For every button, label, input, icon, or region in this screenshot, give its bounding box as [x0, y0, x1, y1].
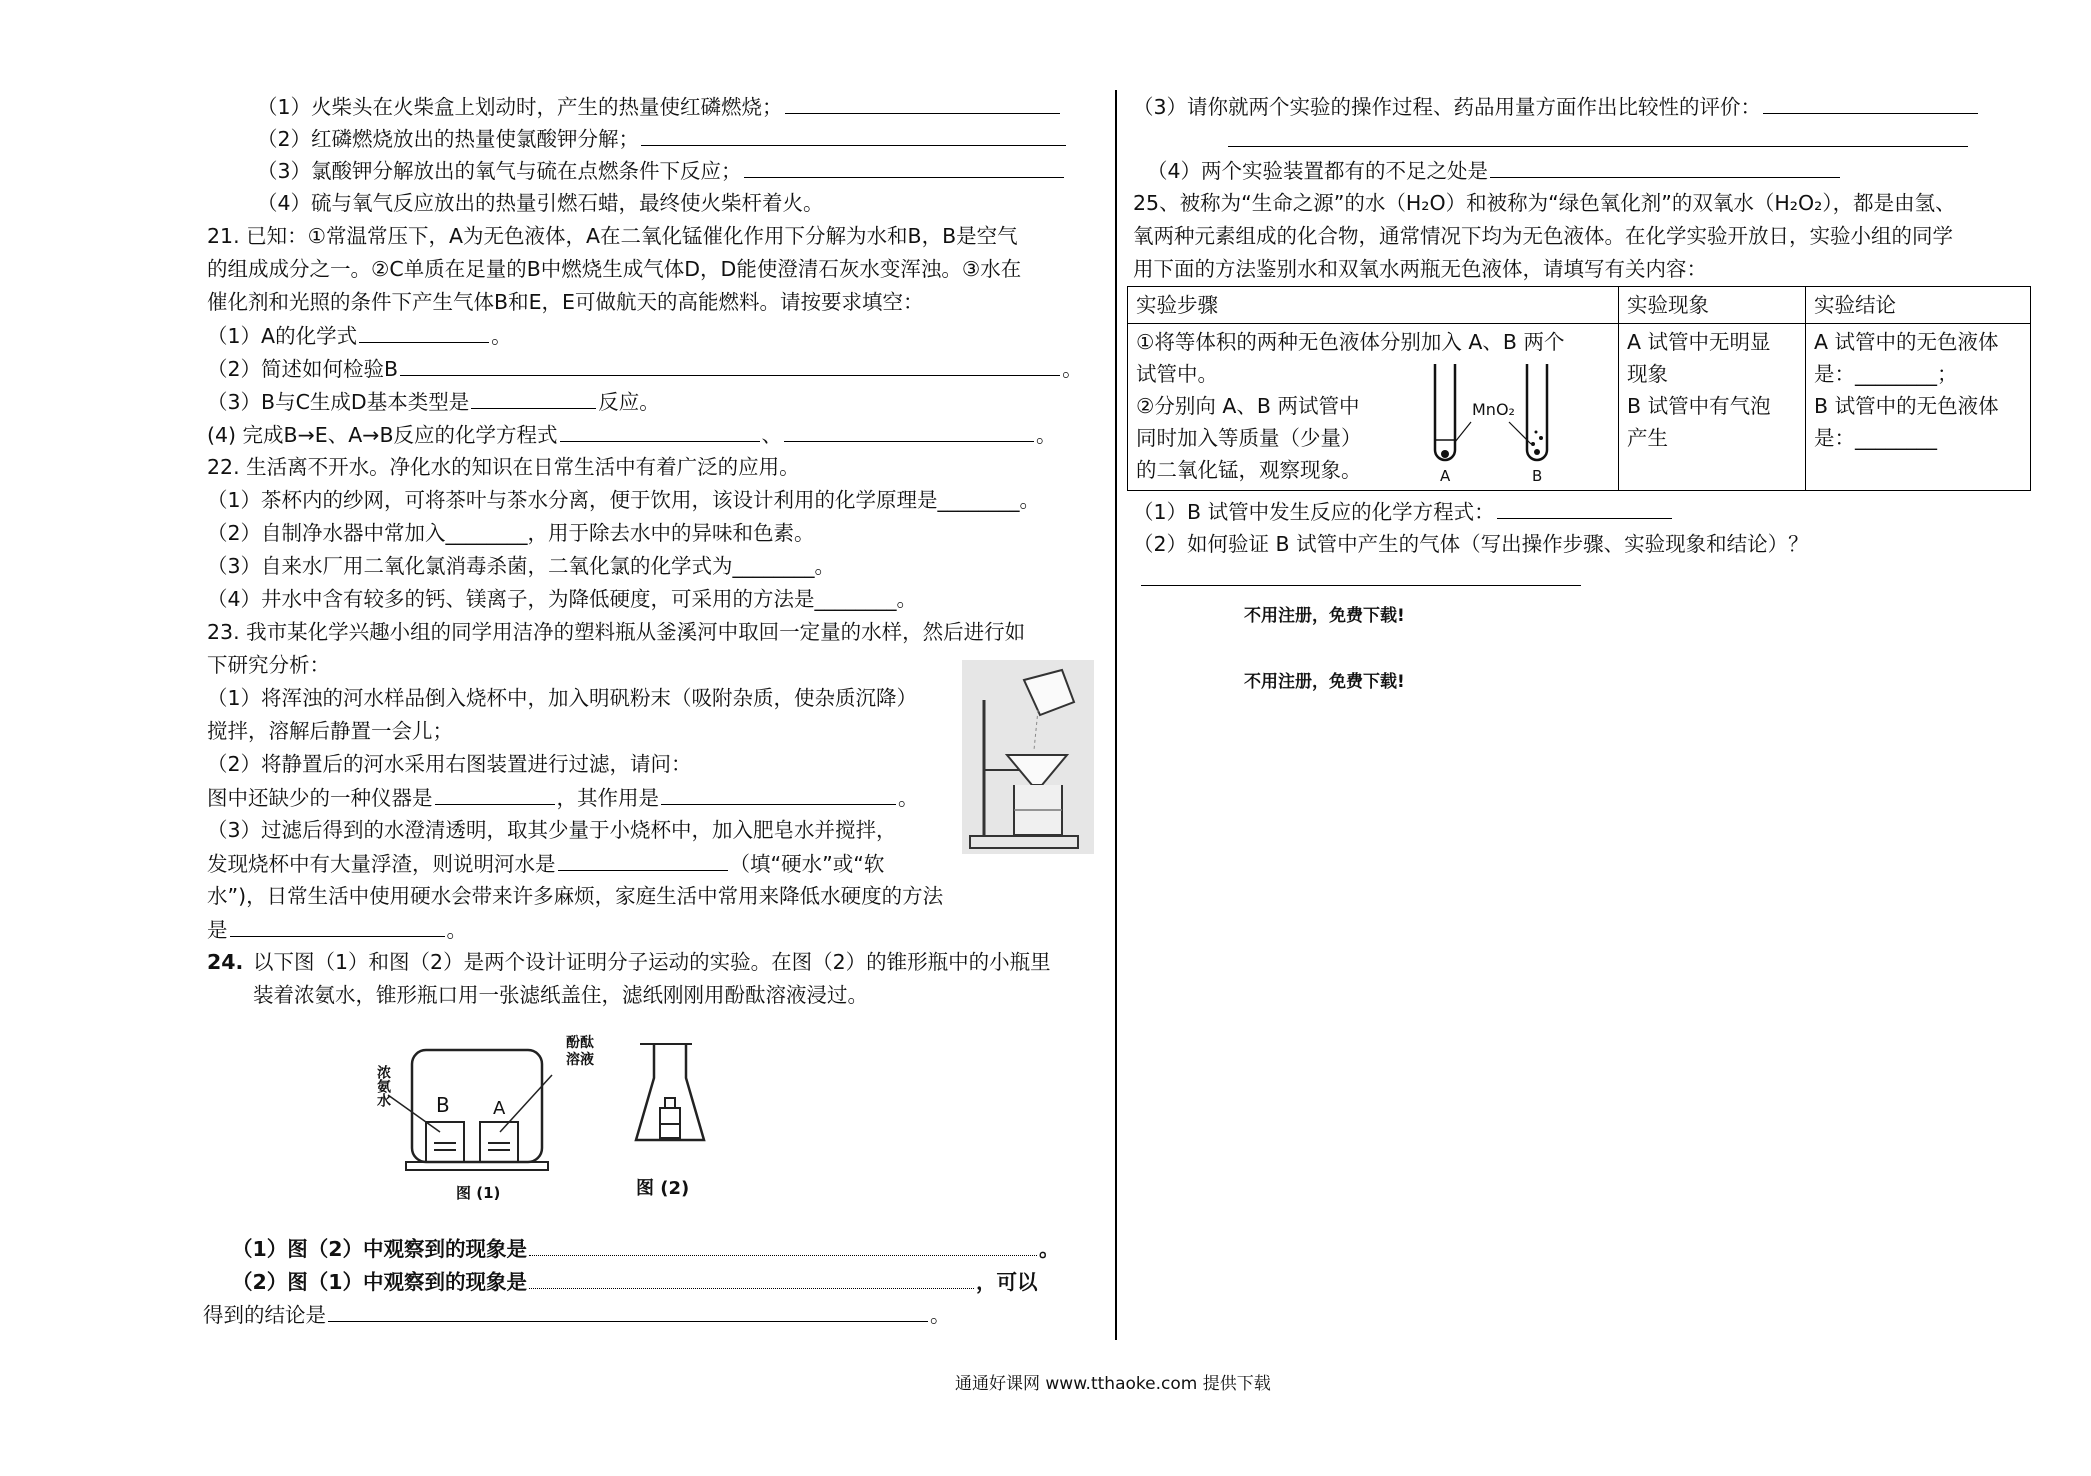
cell-conclusions	[1806, 324, 2031, 491]
q22-part-4: （4）井水中含有较多的钙、镁离子，为降低硬度，可采用的方法是________。	[207, 587, 918, 611]
step-line-2: 试管中。	[1136, 362, 1218, 386]
mno2-label: MnO₂	[1472, 400, 1515, 419]
download-note-1: 不用注册，免费下载!	[1244, 606, 1405, 626]
header-conclusions: 实验结论	[1806, 287, 2031, 324]
q24-stem-2: 装着浓氨水，锥形瓶口用一张滤纸盖住，滤纸刚刚用酚酞溶液浸过。	[253, 983, 868, 1007]
step-line-5: 的二氧化锰，观察现象。	[1136, 458, 1362, 482]
table-header-row	[1128, 287, 2031, 324]
fig1-left-label: 浓氨水	[375, 1065, 391, 1107]
fig1-beaker-a-label: A	[493, 1098, 506, 1119]
q24-part-1: （1）图（2）中观察到的现象是 。	[232, 1237, 1060, 1261]
q23-part-2b: 图中还缺少的一种仪器是 ，其作用是 。	[207, 786, 919, 810]
q25-stem-3: 用下面的方法鉴别水和双氧水两瓶无色液体，请填写有关内容：	[1133, 257, 1707, 281]
q23-stem-2: 下研究分析：	[207, 653, 330, 677]
q24-figure-1	[370, 1040, 550, 1185]
q21-part-2: （2）简述如何检验B 。	[207, 357, 1083, 381]
phenomenon-line-4: 产生	[1627, 426, 1668, 450]
q23-stem-1: 23. 我市某化学兴趣小组的同学用洁净的塑料瓶从釜溪河中取回一定量的水样，然后进行如	[207, 620, 1026, 644]
q24-stem-1: 以下图（1）和图（2）是两个设计证明分子运动的实验。在图（2）的锥形瓶中的小瓶里	[253, 950, 1051, 974]
q22-part-1: （1）茶杯内的纱网，可将茶叶与茶水分离，便于饮用，该设计利用的化学原理是________。	[207, 488, 1041, 512]
fig1-beaker-b-label: B	[436, 1093, 450, 1117]
q23-part-3d: 是 。	[207, 918, 467, 942]
q25-part-2-answer-line	[1141, 585, 1581, 586]
q21-stem-3: 催化剂和光照的条件下产生气体B和E，E可做航天的高能燃料。请按要求填空：	[207, 290, 924, 314]
q25-stem-2: 氧两种元素组成的化合物，通常情况下均为无色液体。在化学实验开放日，实验小组的同学	[1133, 224, 1953, 248]
q21-part-3: （3）B与C生成D基本类型是 反应。	[207, 390, 660, 414]
q24-part-3: 得到的结论是 。	[203, 1303, 951, 1327]
q24-part-2: （2）图（1）中观察到的现象是 ，可以	[232, 1270, 1038, 1294]
q20-item-3: （3）氯酸钾分解放出的氧气与硫在点燃条件下反应；	[257, 157, 1066, 184]
q22-stem: 22. 生活离不开水。净化水的知识在日常生活中有着广泛的应用。	[207, 455, 800, 479]
phenomenon-line-1: A 试管中无明显	[1627, 330, 1771, 354]
table-row	[1128, 324, 2031, 491]
q22-part-2: （2）自制净水器中常加入________，用于除去水中的异味和色素。	[207, 521, 815, 545]
step-line-3: ②分别向 A、B 两试管中	[1136, 394, 1360, 418]
step-line-4: 同时加入等质量（少量）	[1136, 426, 1362, 450]
q24-number: 24.	[207, 950, 244, 974]
tube-a-label: A	[1440, 467, 1451, 485]
fig2-caption: 图 (2)	[636, 1178, 690, 1199]
q23-part-3c: 水”)，日常生活中使用硬水会带来许多麻烦，家庭生活中常用来降低水硬度的方法	[207, 884, 944, 908]
phenomenon-line-2: 现象	[1627, 362, 1668, 386]
q21-part-4: (4) 完成B→E、A→B反应的化学方程式 、 。	[207, 423, 1057, 447]
fig1-caption: 图 (1)	[456, 1184, 501, 1202]
q24-part-3-blank-line	[1228, 146, 1968, 147]
q23-part-1b: 搅拌，溶解后静置一会儿；	[207, 719, 453, 743]
q21-stem-2: 的组成成分之一。②C单质在足量的B中燃烧生成气体D，D能使澄清石灰水变浑浊。③水在	[207, 257, 1022, 281]
header-phenomena: 实验现象	[1619, 287, 1806, 324]
q23-part-3b: 发现烧杯中有大量浮渣，则说明河水是 （填“硬水”或“软	[207, 852, 885, 876]
q20-item-4: （4）硫与氧气反应放出的热量引燃石蜡，最终使火柴杆着火。	[257, 191, 824, 215]
q23-part-2a: （2）将静置后的河水采用右图装置进行过滤，请问：	[207, 752, 692, 776]
phenomenon-line-3: B 试管中有气泡	[1627, 394, 1771, 418]
conclusion-line-1: A 试管中的无色液体	[1814, 330, 1999, 354]
q24-part-4-shortcoming: （4）两个实验装置都有的不足之处是	[1147, 157, 1842, 184]
q25-part-2: （2）如何验证 B 试管中产生的气体（写出操作步骤、实验现象和结论）？	[1133, 532, 1809, 556]
experiment-table	[1127, 286, 2031, 491]
conclusion-line-2: 是：________；	[1814, 362, 1958, 386]
q24-part-3-evaluation: （3）请你就两个实验的操作过程、药品用量方面作出比较性的评价：	[1133, 93, 1980, 120]
q20-item-2: （2）红磷燃烧放出的热量使氯酸钾分解；	[257, 125, 1068, 152]
q25-stem-1: 25、被称为“生命之源”的水（H₂O）和被称为“绿色氧化剂”的双氧水（H₂O₂），都是由氢、	[1133, 191, 1956, 215]
q23-part-1a: （1）将浑浊的河水样品倒入烧杯中，加入明矾粉末（吸附杂质，使杂质沉降）	[207, 686, 918, 710]
conclusion-line-4: 是：________	[1814, 426, 1937, 450]
q23-part-3a: （3）过滤后得到的水澄清透明，取其少量于小烧杯中，加入肥皂水并搅拌，	[207, 818, 897, 842]
cell-steps	[1128, 324, 1619, 491]
fig1-right-label: 酚酞溶液	[566, 1035, 594, 1068]
step-line-1: ①将等体积的两种无色液体分别加入 A、B 两个	[1136, 330, 1565, 354]
q22-part-3: （3）自来水厂用二氧化氯消毒杀菌，二氧化氯的化学式为________。	[207, 554, 836, 578]
q20-item-1: （1）火柴头在火柴盒上划动时，产生的热量使红磷燃烧；	[257, 93, 1062, 120]
page-footer: 通通好课网 www.tthaoke.com 提供下载	[955, 1374, 1271, 1394]
download-note-2: 不用注册，免费下载!	[1244, 672, 1405, 692]
conclusion-line-3: B 试管中的无色液体	[1814, 394, 1999, 418]
header-steps: 实验步骤	[1128, 287, 1619, 324]
column-divider	[1115, 90, 1117, 1340]
filtration-apparatus-figure	[962, 660, 1094, 854]
q21-part-1: （1）A的化学式 。	[207, 324, 512, 348]
cell-phenomena	[1619, 324, 1806, 491]
q25-part-1: （1）B 试管中发生反应的化学方程式：	[1133, 498, 1674, 525]
q21-stem-1: 21. 已知：①常温常压下，A为无色液体，A在二氧化锰催化作用下分解为水和B，B是空气	[207, 224, 1018, 248]
tube-b-label: B	[1532, 467, 1543, 485]
q24-figure-2	[632, 1040, 712, 1150]
